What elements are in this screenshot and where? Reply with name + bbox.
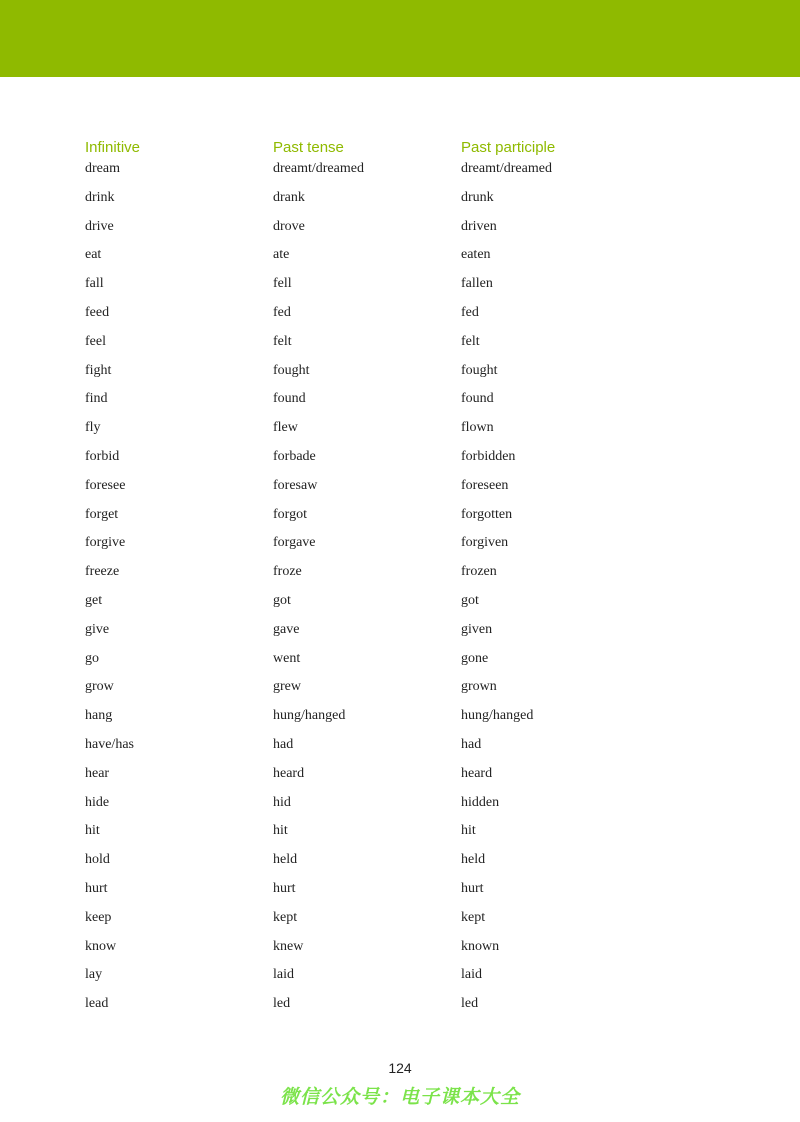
- table-row: [85, 850, 725, 879]
- cell-past-participle: dreamt/dreamed: [461, 161, 552, 176]
- cell-past-participle: felt: [461, 333, 480, 349]
- cell-past-participle: driven: [461, 218, 497, 234]
- header-past-tense: Past tense: [273, 139, 344, 156]
- header-past-participle: Past participle: [461, 139, 556, 156]
- cell-past-participle: forbidden: [461, 448, 516, 464]
- cell-past-tense: got: [273, 592, 291, 608]
- cell-past-participle: fought: [461, 362, 498, 378]
- cell-infinitive: go: [85, 650, 99, 666]
- cell-past-participle: hidden: [461, 794, 500, 810]
- cell-infinitive: find: [85, 391, 108, 407]
- cell-past-tense: found: [273, 391, 306, 407]
- cell-infinitive: lay: [85, 967, 103, 983]
- table-row: [85, 764, 725, 793]
- cell-infinitive: forget: [85, 506, 119, 522]
- cell-infinitive: keep: [85, 909, 112, 925]
- cell-past-tense: led: [273, 996, 291, 1012]
- cell-past-tense: heard: [273, 765, 305, 781]
- table-row: [85, 245, 725, 274]
- table-row: [85, 965, 725, 994]
- cell-infinitive: get: [85, 592, 103, 608]
- cell-past-tense: grew: [273, 679, 301, 695]
- table-row: [85, 361, 725, 390]
- cell-past-tense: had: [273, 736, 294, 752]
- cell-infinitive: have/has: [85, 736, 134, 752]
- cell-past-participle: grown: [461, 679, 497, 695]
- cell-infinitive: hear: [85, 765, 110, 781]
- cell-past-participle: led: [461, 996, 479, 1012]
- cell-infinitive: dream: [85, 161, 120, 176]
- table-body: [85, 159, 725, 1023]
- cell-past-participle: held: [461, 852, 486, 868]
- cell-past-participle: forgiven: [461, 535, 509, 551]
- table-row: [85, 706, 725, 735]
- table-row: [85, 533, 725, 562]
- cell-past-tense: fought: [273, 362, 310, 378]
- cell-past-participle: hurt: [461, 880, 484, 896]
- cell-infinitive: lead: [85, 996, 109, 1012]
- table-row: [85, 188, 725, 217]
- table-row: [85, 418, 725, 447]
- cell-past-participle: kept: [461, 909, 486, 925]
- cell-infinitive: hide: [85, 794, 110, 810]
- cell-past-participle: had: [461, 736, 482, 752]
- cell-past-tense: laid: [273, 967, 294, 983]
- cell-past-participle: eaten: [461, 247, 491, 263]
- table-row: [85, 821, 725, 850]
- cell-past-tense: drove: [273, 218, 305, 234]
- table-row: [85, 677, 725, 706]
- cell-infinitive: fall: [85, 276, 104, 292]
- cell-past-participle: gone: [461, 650, 489, 666]
- cell-past-participle: hit: [461, 823, 476, 839]
- table-row: [85, 908, 725, 937]
- cell-past-tense: forgot: [273, 506, 307, 522]
- table-row: [85, 447, 725, 476]
- table-row: [85, 994, 725, 1023]
- cell-past-tense: hit: [273, 823, 288, 839]
- cell-infinitive: feed: [85, 304, 110, 320]
- table-row: [85, 620, 725, 649]
- table-row: [85, 159, 725, 188]
- table-row: [85, 793, 725, 822]
- irregular-verbs-table: [85, 137, 725, 1023]
- cell-past-participle: flown: [461, 420, 494, 436]
- cell-past-tense: hid: [273, 794, 291, 810]
- cell-past-tense: flew: [273, 420, 298, 436]
- cell-past-tense: fed: [273, 304, 291, 320]
- cell-past-participle: heard: [461, 765, 493, 781]
- cell-past-tense: fell: [273, 276, 292, 292]
- table-row: [85, 332, 725, 361]
- table-row: [85, 591, 725, 620]
- cell-past-tense: went: [273, 650, 301, 666]
- cell-past-participle: drunk: [461, 189, 494, 205]
- table-header-row: [85, 137, 725, 159]
- table-row: [85, 937, 725, 966]
- cell-past-participle: fallen: [461, 276, 493, 292]
- table-row: [85, 389, 725, 418]
- cell-past-tense: froze: [273, 564, 302, 580]
- cell-past-tense: ate: [273, 247, 290, 263]
- cell-past-tense: knew: [273, 938, 304, 954]
- table-row: [85, 562, 725, 591]
- cell-infinitive: fight: [85, 362, 112, 378]
- cell-past-tense: hurt: [273, 880, 296, 896]
- table-row: [85, 303, 725, 332]
- cell-infinitive: know: [85, 938, 117, 954]
- cell-past-tense: forgave: [273, 535, 316, 551]
- cell-infinitive: forbid: [85, 448, 120, 464]
- cell-infinitive: fly: [85, 420, 101, 436]
- cell-past-participle: frozen: [461, 564, 497, 580]
- table-row: [85, 505, 725, 534]
- table-row: [85, 217, 725, 246]
- cell-past-participle: given: [461, 621, 493, 637]
- table-row: [85, 879, 725, 908]
- cell-past-tense: drank: [273, 189, 305, 205]
- table-row: [85, 735, 725, 764]
- cell-infinitive: hurt: [85, 880, 108, 896]
- cell-past-tense: foresaw: [273, 477, 318, 493]
- cell-past-tense: hung/hanged: [273, 708, 346, 724]
- cell-past-tense: felt: [273, 333, 292, 349]
- cell-infinitive: hold: [85, 852, 110, 868]
- cell-past-tense: gave: [273, 621, 300, 637]
- cell-infinitive: forgive: [85, 535, 126, 551]
- page-number: 124: [388, 1060, 412, 1076]
- cell-past-participle: foreseen: [461, 477, 509, 493]
- top-color-band: [0, 0, 800, 77]
- cell-infinitive: foresee: [85, 477, 126, 493]
- table-row: [85, 649, 725, 678]
- cell-infinitive: freeze: [85, 564, 120, 580]
- cell-past-tense: kept: [273, 909, 298, 925]
- cell-infinitive: grow: [85, 679, 114, 695]
- cell-infinitive: drive: [85, 218, 114, 234]
- header-infinitive: Infinitive: [85, 139, 141, 156]
- cell-past-participle: found: [461, 391, 494, 407]
- cell-past-participle: fed: [461, 304, 479, 320]
- cell-past-participle: known: [461, 938, 500, 954]
- cell-past-tense: forbade: [273, 448, 316, 464]
- cell-infinitive: feel: [85, 333, 106, 349]
- cell-past-tense: held: [273, 852, 298, 868]
- table-row: [85, 476, 725, 505]
- cell-infinitive: hang: [85, 708, 113, 724]
- watermark-text: 微信公众号：电子课本大全: [279, 1086, 520, 1108]
- cell-past-participle: laid: [461, 967, 482, 983]
- cell-infinitive: drink: [85, 189, 115, 205]
- cell-past-participle: got: [461, 592, 479, 608]
- cell-past-participle: hung/hanged: [461, 708, 534, 724]
- cell-past-tense: dreamt/dreamed: [273, 161, 364, 176]
- cell-infinitive: give: [85, 621, 110, 637]
- cell-infinitive: hit: [85, 823, 100, 839]
- table-row: [85, 274, 725, 303]
- cell-infinitive: eat: [85, 247, 102, 263]
- cell-past-participle: forgotten: [461, 506, 513, 522]
